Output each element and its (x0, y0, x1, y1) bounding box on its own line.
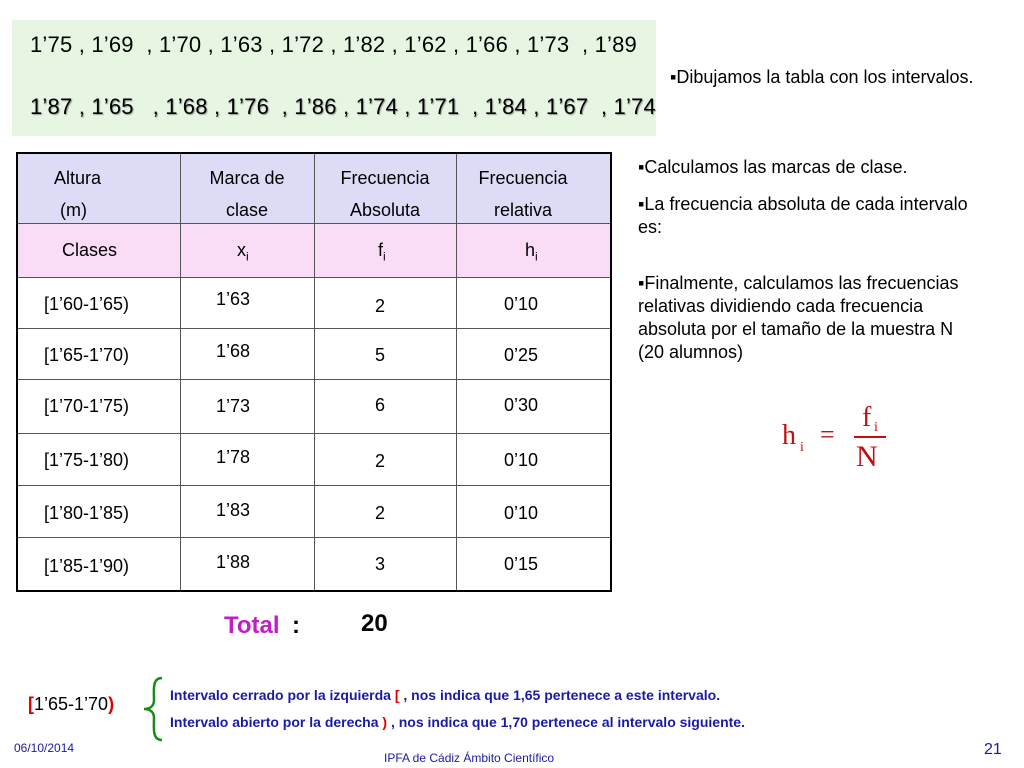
cell-hi: 0’10 (504, 450, 539, 470)
frequency-table (16, 152, 612, 592)
header-fa-line2: Absoluta (349, 200, 421, 220)
fraction-bar (854, 436, 886, 438)
row-divider (18, 485, 610, 486)
cell-clase: [1’85-1’90) (44, 556, 130, 576)
formula-h-sub: i (800, 440, 804, 455)
cell-fi: 5 (375, 345, 386, 365)
formula-f: f (862, 402, 872, 433)
header-fr-line1: Frecuencia (478, 168, 568, 188)
row-divider (18, 277, 610, 278)
interval-example (28, 694, 114, 715)
row-divider (18, 379, 610, 380)
cell-marca: 1’78 (216, 447, 251, 467)
cell-hi: 0’30 (504, 395, 539, 415)
column-divider (314, 154, 315, 590)
cell-clase: [1’80-1’85) (44, 503, 130, 523)
header-altura-line1: Altura (54, 168, 102, 188)
data-box (12, 20, 656, 136)
cell-marca: 1’68 (216, 341, 251, 361)
header-fa-line1: Frecuencia (340, 168, 430, 188)
open-paren: ) (108, 694, 115, 714)
explanation-1-text-b: , nos indica que 1,65 pertenece a este intervalo. (399, 687, 721, 703)
note-frecuencia-absoluta: ▪La frecuencia absoluta de cada intervalo es: (638, 194, 968, 237)
cell-fi: 6 (375, 395, 386, 415)
subheader-hi-base: h (525, 240, 536, 260)
subheader-hi (525, 240, 538, 264)
header-altura (54, 162, 134, 226)
data-row-1: 1’75 , 1’69 , 1’70 , 1’63 , 1’72 , 1’82 , 1’62 , 1’66 , 1’73 , 1’89 (30, 32, 637, 57)
cell-marca: 1’83 (216, 500, 251, 520)
footer-center: IPFA de Cádiz Ámbito Científico (384, 751, 555, 765)
column-divider (456, 154, 457, 590)
header-marca (184, 162, 310, 226)
explanation-2-text-b: , nos indica que 1,70 pertenece al intervalo siguiente. (387, 714, 745, 730)
data-row-2: 1’87 , 1’65 , 1’68 , 1’76 , 1’86 , 1’74 , 1’71 , 1’84 , 1’67 , 1’74 (30, 94, 656, 119)
row-divider (18, 537, 610, 538)
cell-fi: 2 (375, 503, 386, 523)
subheader-hi-sub: i (535, 249, 538, 264)
cell-marca: 1’63 (216, 289, 251, 309)
header-fr-line2: relativa (493, 200, 553, 220)
cell-clase: [1’75-1’80) (44, 450, 130, 470)
explanation-1-symbol: [ (394, 687, 400, 703)
explanation-1-text-a: Intervalo cerrado por la izquierda (170, 687, 395, 703)
formula-equals: = (820, 420, 835, 449)
cell-clase: [1’70-1’75) (44, 396, 130, 416)
curly-brace-icon (142, 676, 168, 742)
subheader-clases-text: Clases (62, 240, 118, 260)
header-frecuencia-relativa (458, 162, 608, 226)
total-colon: : (292, 612, 300, 639)
footer-page-number: 21 (984, 741, 1002, 758)
cell-hi: 0’10 (504, 294, 539, 314)
footer-date: 06/10/2014 (14, 741, 75, 755)
header-marca-line2: clase (225, 200, 269, 220)
column-divider (180, 154, 181, 590)
formula-h: h (782, 420, 796, 451)
explanation-2-text-a: Intervalo abierto por la derecha (170, 714, 383, 730)
cell-fi: 3 (375, 554, 386, 574)
total-label: Total (224, 612, 280, 639)
note-marcas: ▪Calculamos las marcas de clase. (638, 157, 908, 177)
cell-hi: 0’25 (504, 345, 539, 365)
header-marca-line1: Marca de (209, 168, 285, 188)
cell-hi: 0’15 (504, 554, 539, 574)
explanation-2-symbol: ) (382, 714, 388, 730)
row-divider (18, 328, 610, 329)
cell-fi: 2 (375, 451, 386, 471)
cell-clase: [1’60-1’65) (44, 294, 130, 314)
cell-marca: 1’88 (216, 552, 251, 572)
formula-n: N (856, 440, 878, 473)
row-divider (18, 433, 610, 434)
cell-fi: 2 (375, 296, 386, 316)
relative-frequency-formula (780, 400, 900, 480)
subheader-xi-sub: i (246, 249, 249, 264)
header-altura-line2: (m) (60, 200, 87, 220)
subheader-clases (62, 240, 117, 261)
note-frecuencia-relativa: ▪Finalmente, calculamos las frecuencias relativas dividiendo cada frecuencia absoluta por el tamaño de la muestra N (20 alumnos) (638, 273, 959, 362)
cell-clase: [1’65-1’70) (44, 345, 130, 365)
note-dibujamos: ▪Dibujamos la tabla con los intervalos. (670, 67, 974, 87)
explanation-closed-interval (170, 687, 720, 703)
header-frecuencia-absoluta (316, 162, 454, 226)
explanation-open-interval (170, 714, 745, 730)
subheader-fi (378, 240, 386, 264)
cell-marca: 1’73 (216, 396, 251, 416)
subheader-fi-base: f (378, 240, 384, 260)
interval-text: 1’65-1’70 (34, 694, 109, 714)
total-value: 20 (361, 610, 388, 637)
formula-f-sub: i (874, 420, 878, 435)
subheader-xi (237, 240, 249, 264)
subheader-xi-base: x (237, 240, 246, 260)
cell-hi: 0’10 (504, 503, 539, 523)
closed-bracket: [ (28, 694, 34, 714)
subheader-fi-sub: i (383, 249, 386, 264)
